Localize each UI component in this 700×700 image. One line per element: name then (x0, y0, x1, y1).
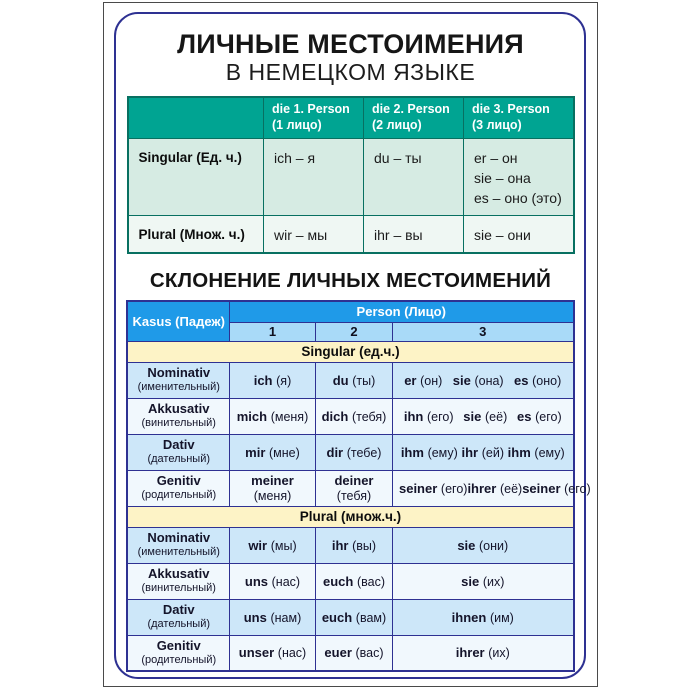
case-cell: Akkusativ (винительный) (127, 563, 229, 599)
singular-band-label: Singular (ед.ч.) (127, 341, 573, 362)
value-cell: wir (мы) (229, 527, 315, 563)
pronouns-header-person3 (464, 97, 574, 138)
cell-singular-p2: du – ты (364, 138, 464, 215)
value-cell (392, 362, 573, 398)
value-cell: ich (я) (229, 362, 315, 398)
value-cell: dich (тебя) (315, 398, 392, 434)
cell-singular-p3: er – он sie – она es – оно (это) (464, 138, 574, 215)
table-row (127, 599, 573, 635)
value-cell: euch (вас) (315, 563, 392, 599)
value-cell: sie (они) (392, 527, 573, 563)
declension-header-row (127, 301, 573, 322)
poster-content (104, 3, 597, 672)
person3-values: ihm (ему) ihr (ей) ihm (ему) (400, 444, 565, 460)
cell-singular-p1: ich – я (264, 138, 364, 215)
value-cell (392, 470, 591, 506)
case-cell: Genitiv (родительный) (127, 635, 229, 671)
pronouns-plural-row (128, 215, 574, 253)
case-cell: Dativ (дательный) (127, 434, 229, 470)
cell-plural-p1: wir – мы (264, 215, 364, 253)
poster-title-line1: ЛИЧНЫЕ МЕСТОИМЕНИЯ (177, 29, 524, 59)
table-row (127, 527, 573, 563)
row-label: Plural (Множ. ч.) (128, 215, 264, 253)
table-row (127, 563, 573, 599)
pronouns-header-person1 (264, 97, 364, 138)
value-cell: du (ты) (315, 362, 392, 398)
value-cell: ihrer (их) (392, 635, 573, 671)
cell-plural-p3: sie – они (464, 215, 574, 253)
value-cell: sie (их) (392, 563, 573, 599)
table-row (127, 470, 573, 506)
table-row (127, 398, 573, 434)
header-de: die 1. Person (272, 102, 350, 117)
pronouns-header-person2 (364, 97, 464, 138)
pronouns-singular-row (128, 138, 574, 215)
table-row (127, 362, 573, 398)
value-cell: mir (мне) (229, 434, 315, 470)
value-cell: meiner (меня) (229, 470, 315, 506)
value-cell: mich (меня) (229, 398, 315, 434)
person-header-cell: Person (Лицо) (229, 301, 573, 322)
case-cell: Akkusativ (винительный) (127, 398, 229, 434)
pronouns-header-empty-cell (128, 97, 264, 138)
header-ru: (1 лицо) (272, 118, 322, 133)
pronouns-table (127, 96, 575, 254)
value-cell: dir (тебе) (315, 434, 392, 470)
case-cell: Dativ (дательный) (127, 599, 229, 635)
table-row (127, 635, 573, 671)
value-cell (392, 398, 573, 434)
person3-values: ihn (его) sie (её) es (его) (403, 408, 562, 424)
value-cell: euer (вас) (315, 635, 392, 671)
person-number-2: 2 (315, 322, 392, 341)
header-ru: (3 лицо) (472, 118, 522, 133)
person3-values: er (он) sie (она) es (оно) (404, 372, 562, 388)
value-cell (392, 434, 573, 470)
pronouns-header-row (128, 97, 574, 138)
cell-plural-p2: ihr – вы (364, 215, 464, 253)
value-cell: ihr (вы) (315, 527, 392, 563)
declension-table (126, 300, 591, 672)
value-cell: unser (нас) (229, 635, 315, 671)
value-cell: uns (нам) (229, 599, 315, 635)
person3-values: seiner (его) ihrer (её) seiner (его) (398, 480, 591, 496)
singular-band-row (127, 341, 573, 362)
header-ru: (2 лицо) (372, 118, 422, 133)
person-number-3: 3 (392, 322, 573, 341)
plural-band-row (127, 506, 573, 527)
table-row (127, 434, 573, 470)
kasus-header-cell: Kasus (Падеж) (127, 301, 229, 341)
header-de: die 3. Person (472, 102, 550, 117)
person-number-1: 1 (229, 322, 315, 341)
plural-band-label: Plural (множ.ч.) (127, 506, 573, 527)
declension-section-title: СКЛОНЕНИЕ ЛИЧНЫХ МЕСТОИМЕНИЙ (149, 269, 552, 293)
value-cell: deiner (тебя) (315, 470, 392, 506)
case-cell: Genitiv (родительный) (127, 470, 229, 506)
poster-sheet (103, 2, 598, 687)
case-cell: Nominativ (именительный) (127, 362, 229, 398)
value-cell: ihnen (им) (392, 599, 573, 635)
case-cell: Nominativ (именительный) (127, 527, 229, 563)
poster-title-line2: В НЕМЕЦКОМ ЯЗЫКЕ (225, 59, 476, 86)
value-cell: uns (нас) (229, 563, 315, 599)
row-label: Singular (Ед. ч.) (128, 138, 264, 215)
header-de: die 2. Person (372, 102, 450, 117)
value-cell: euch (вам) (315, 599, 392, 635)
